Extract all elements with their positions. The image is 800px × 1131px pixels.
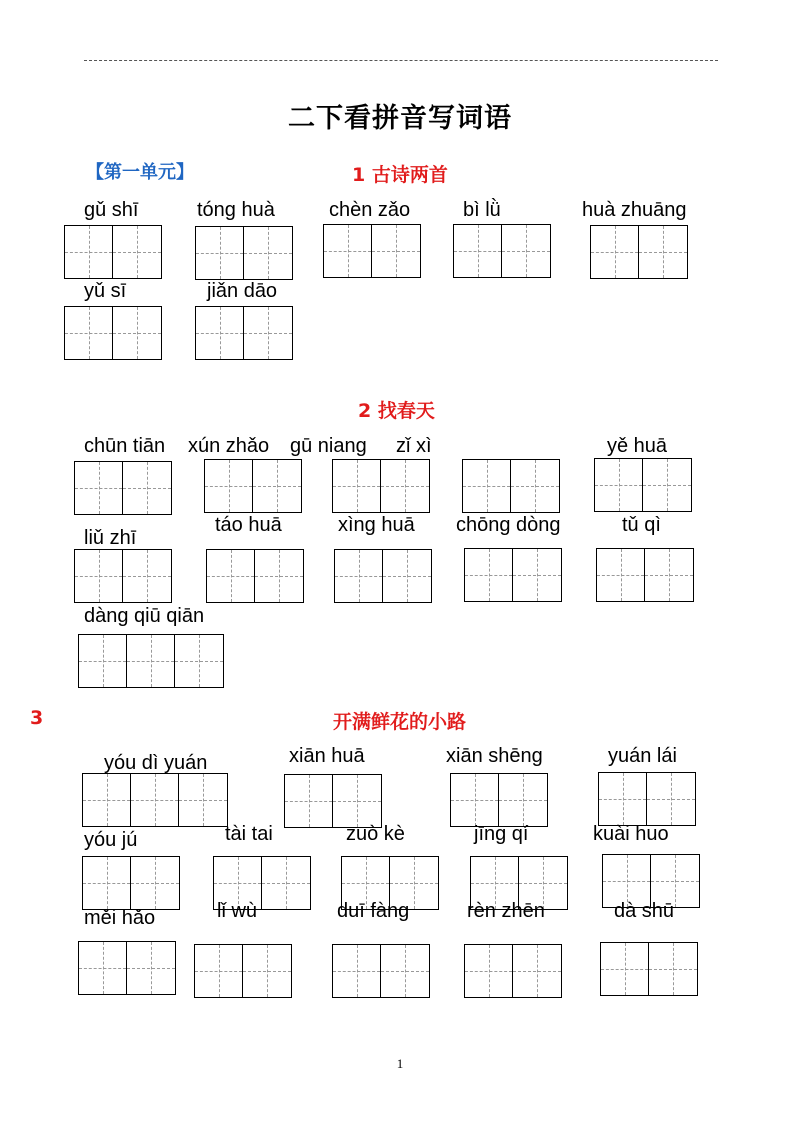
tianzige-cell [513,945,561,997]
writing-box[interactable] [82,856,180,910]
tianzige-cell [451,774,499,826]
top-rule [84,60,718,61]
tianzige-cell [79,942,127,994]
tianzige-cell [79,635,127,687]
page-number: 1 [396,1056,404,1071]
writing-box[interactable] [590,225,688,279]
tianzige-cell [127,942,175,994]
writing-box[interactable] [464,548,562,602]
writing-box[interactable] [594,458,692,512]
writing-box[interactable] [450,773,548,827]
tianzige-cell [599,773,647,825]
tianzige-cell [113,226,161,278]
writing-box[interactable] [195,306,293,360]
tianzige-cell [131,774,179,826]
tianzige-cell [597,549,645,601]
writing-box[interactable] [195,226,293,280]
pinyin-label: duī fàng [337,900,410,922]
pinyin-label: tǔ qì [622,514,661,536]
writing-box[interactable] [600,942,698,996]
writing-box[interactable] [78,941,176,995]
tianzige-cell [285,775,333,827]
tianzige-cell [463,460,511,512]
pinyin-label: chūn tiān [84,435,166,457]
pinyin-label: xiān huā [289,745,365,767]
tianzige-cell [591,226,639,278]
tianzige-cell [372,225,420,277]
writing-box[interactable] [284,774,382,828]
pinyin-label: xún zhǎo [188,435,270,457]
tianzige-cell [381,460,429,512]
lesson-2-title: 2 找春天 [358,400,435,422]
tianzige-cell [383,550,431,602]
writing-box[interactable] [332,459,430,513]
pinyin-label: xiān shēng [446,745,543,767]
pinyin-label: yǔ sī [84,280,127,302]
tianzige-cell [335,550,383,602]
pinyin-label: liǔ zhī [84,527,137,549]
writing-box[interactable] [323,224,421,278]
writing-box[interactable] [332,944,430,998]
tianzige-cell [499,774,547,826]
tianzige-cell [253,460,301,512]
writing-box[interactable] [596,548,694,602]
tianzige-cell [65,226,113,278]
tianzige-cell [195,945,243,997]
tianzige-cell [196,307,244,359]
pinyin-label: tài tai [225,823,273,845]
writing-box[interactable] [453,224,551,278]
pinyin-label: gū niang [290,435,367,457]
tianzige-cell [333,775,381,827]
pinyin-label: jiǎn dāo [207,280,278,302]
tianzige-cell [113,307,161,359]
writing-box[interactable] [74,461,172,515]
writing-box[interactable] [194,944,292,998]
tianzige-cell [465,945,513,997]
pinyin-label: zuò kè [346,823,405,845]
pinyin-label: měi hǎo [84,907,156,929]
tianzige-cell [127,635,175,687]
tianzige-cell [595,459,643,511]
pinyin-label: kuài huo [593,823,669,845]
pinyin-label: zǐ xì [396,435,432,457]
writing-box[interactable] [64,225,162,279]
tianzige-cell [83,857,131,909]
lesson-1-title: 1 古诗两首 [352,164,448,186]
tianzige-cell [205,460,253,512]
pinyin-label: yuán lái [608,745,677,767]
tianzige-cell [75,550,123,602]
tianzige-cell [207,550,255,602]
pinyin-label: jīng qí [474,823,529,845]
pinyin-label: yóu jú [84,829,138,851]
tianzige-cell [643,459,691,511]
pinyin-label: dàng qiū qiān [84,605,205,627]
tianzige-cell [243,945,291,997]
pinyin-label: táo huā [215,514,282,536]
tianzige-cell [196,227,244,279]
tianzige-cell [513,549,561,601]
tianzige-cell [244,227,292,279]
tianzige-cell [83,774,131,826]
writing-box[interactable] [462,459,560,513]
tianzige-cell [381,945,429,997]
pinyin-label: chōng dòng [456,514,561,536]
tianzige-cell [175,635,223,687]
writing-box[interactable] [206,549,304,603]
tianzige-cell [511,460,559,512]
pinyin-label: dà shū [614,900,675,922]
writing-box[interactable] [74,549,172,603]
writing-box[interactable] [78,634,224,688]
tianzige-cell [131,857,179,909]
pinyin-label: chèn zǎo [329,199,411,221]
tianzige-cell [244,307,292,359]
tianzige-cell [454,225,502,277]
tianzige-cell [75,462,123,514]
tianzige-cell [123,550,171,602]
pinyin-label: rèn zhēn [467,900,545,922]
unit-heading: 【第一单元】 [86,162,194,183]
tianzige-cell [601,943,649,995]
writing-box[interactable] [64,306,162,360]
lesson-3-number: 3 [30,707,44,729]
tianzige-cell [324,225,372,277]
pinyin-label: yě huā [607,435,668,457]
page-title: 二下看拼音写词语 [288,103,512,134]
pinyin-label: tóng huà [197,199,275,221]
writing-box[interactable] [464,944,562,998]
tianzige-cell [65,307,113,359]
pinyin-label: huà zhuāng [582,199,687,221]
pinyin-label: yóu dì yuán [104,752,208,774]
tianzige-cell [123,462,171,514]
tianzige-cell [639,226,687,278]
tianzige-cell [502,225,550,277]
pinyin-label: xìng huā [338,514,415,536]
tianzige-cell [179,774,227,826]
tianzige-cell [649,943,697,995]
tianzige-cell [333,460,381,512]
lesson-3-title: 开满鲜花的小路 [333,711,467,733]
pinyin-label: gǔ shī [84,199,139,221]
tianzige-cell [262,857,310,909]
pinyin-label: bì lǜ [463,199,501,221]
writing-box[interactable] [82,773,228,827]
tianzige-cell [465,549,513,601]
writing-box[interactable] [204,459,302,513]
tianzige-cell [255,550,303,602]
pinyin-label: lǐ wù [217,900,258,922]
tianzige-cell [333,945,381,997]
tianzige-cell [645,549,693,601]
writing-box[interactable] [334,549,432,603]
writing-box[interactable] [598,772,696,826]
tianzige-cell [647,773,695,825]
